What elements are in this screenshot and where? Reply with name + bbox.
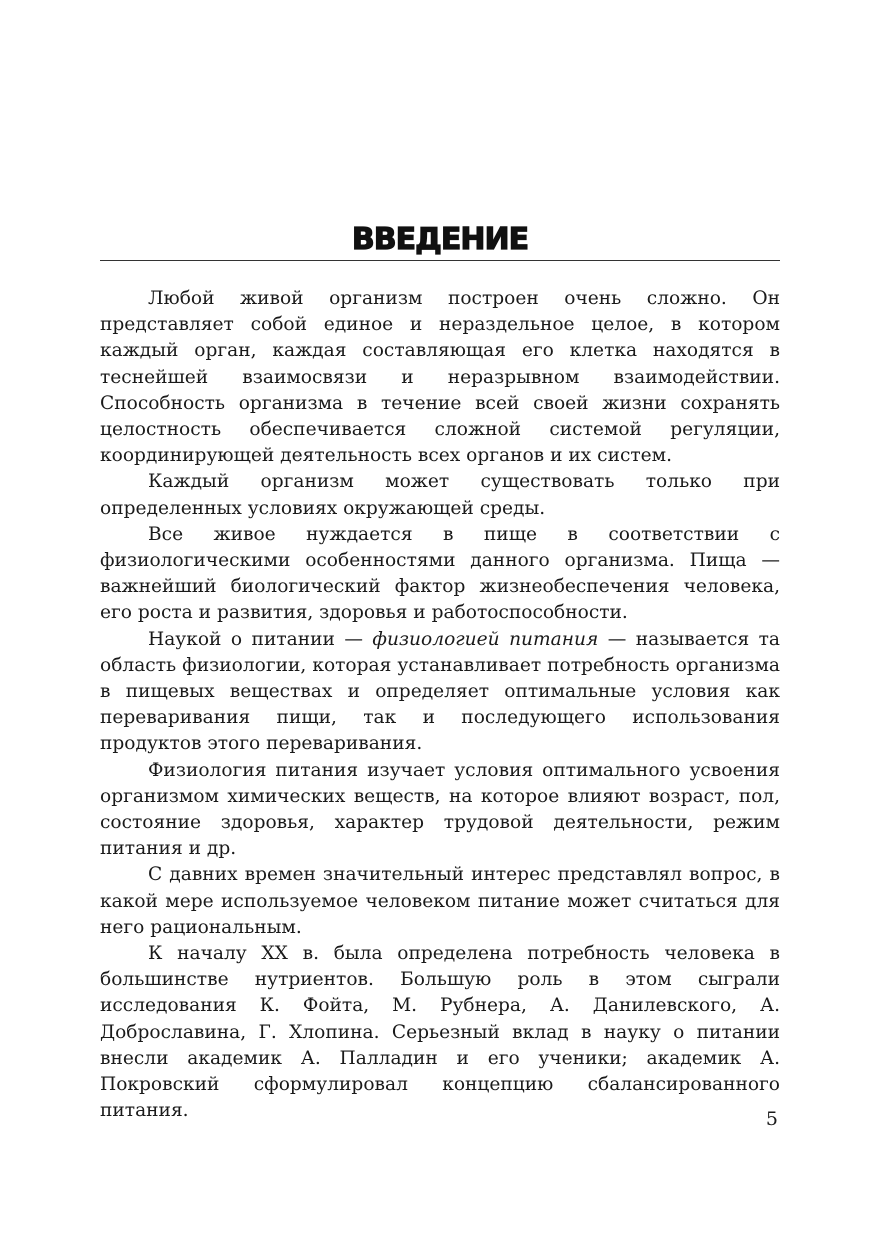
paragraph-4 bbox=[100, 627, 780, 758]
chapter-title: ВВЕДЕНИЕ bbox=[351, 222, 529, 257]
paragraph-6: С давних времен значительный интерес представлял вопрос, в какой мере используемое человеком питание может считаться для него рациональным. bbox=[100, 864, 780, 938]
paragraph-2: Каждый организм может существовать только при определенных условиях окружающей среды. bbox=[100, 471, 780, 519]
body-text bbox=[100, 286, 780, 1125]
paragraph-4-lead: Наукой о питании — bbox=[148, 628, 373, 650]
paragraph-3: Все живое нуждается в пище в соответствии с физиологическими особенностями данного организма. Пища — важнейший биологический фактор жизнеобеспечения человека, его роста и развития, здоровья и работоспособности. bbox=[100, 523, 780, 624]
title-underline bbox=[100, 260, 780, 261]
paragraph-4-rest: — называется та область физиологии, которая устанавливает потребность организма в пищевых веществах и определяет оптимальные условия как переваривания пищи, так и последующего использования продуктов этого переваривания. bbox=[100, 628, 781, 755]
paragraph-7: К началу XX в. была определена потребность человека в большинстве нутриентов. Большую роль в этом сыграли исследования К. Фойта, М. Рубнера, А. Данилевского, А. Доброславина, Г. Хлопина. Серьезный вклад в науку о питании внесли академик А. Палладин и его ученики; академик А. Покровский сформулировал концепцию сбалансированного питания. bbox=[100, 943, 780, 1122]
term-emphasis: физиологией питания bbox=[372, 628, 599, 650]
paragraph-1: Любой живой организм построен очень сложно. Он представляет собой единое и нераздельное целое, в котором каждый орган, каждая составляющая его клетка находятся в теснейшей взаимосвязи и неразрывном взаимодействии. Способность организма в течение всей своей жизни сохранять целостность обеспечивается сложной системой регуляции, координирующей деятельность всех органов и их систем. bbox=[100, 288, 780, 467]
page-number: 5 bbox=[765, 1108, 778, 1130]
paragraph-5: Физиология питания изучает условия оптимального усвоения организмом химических веществ, на которое влияют возраст, пол, состояние здоровья, характер трудовой деятельности, режим питания и др. bbox=[100, 759, 780, 860]
